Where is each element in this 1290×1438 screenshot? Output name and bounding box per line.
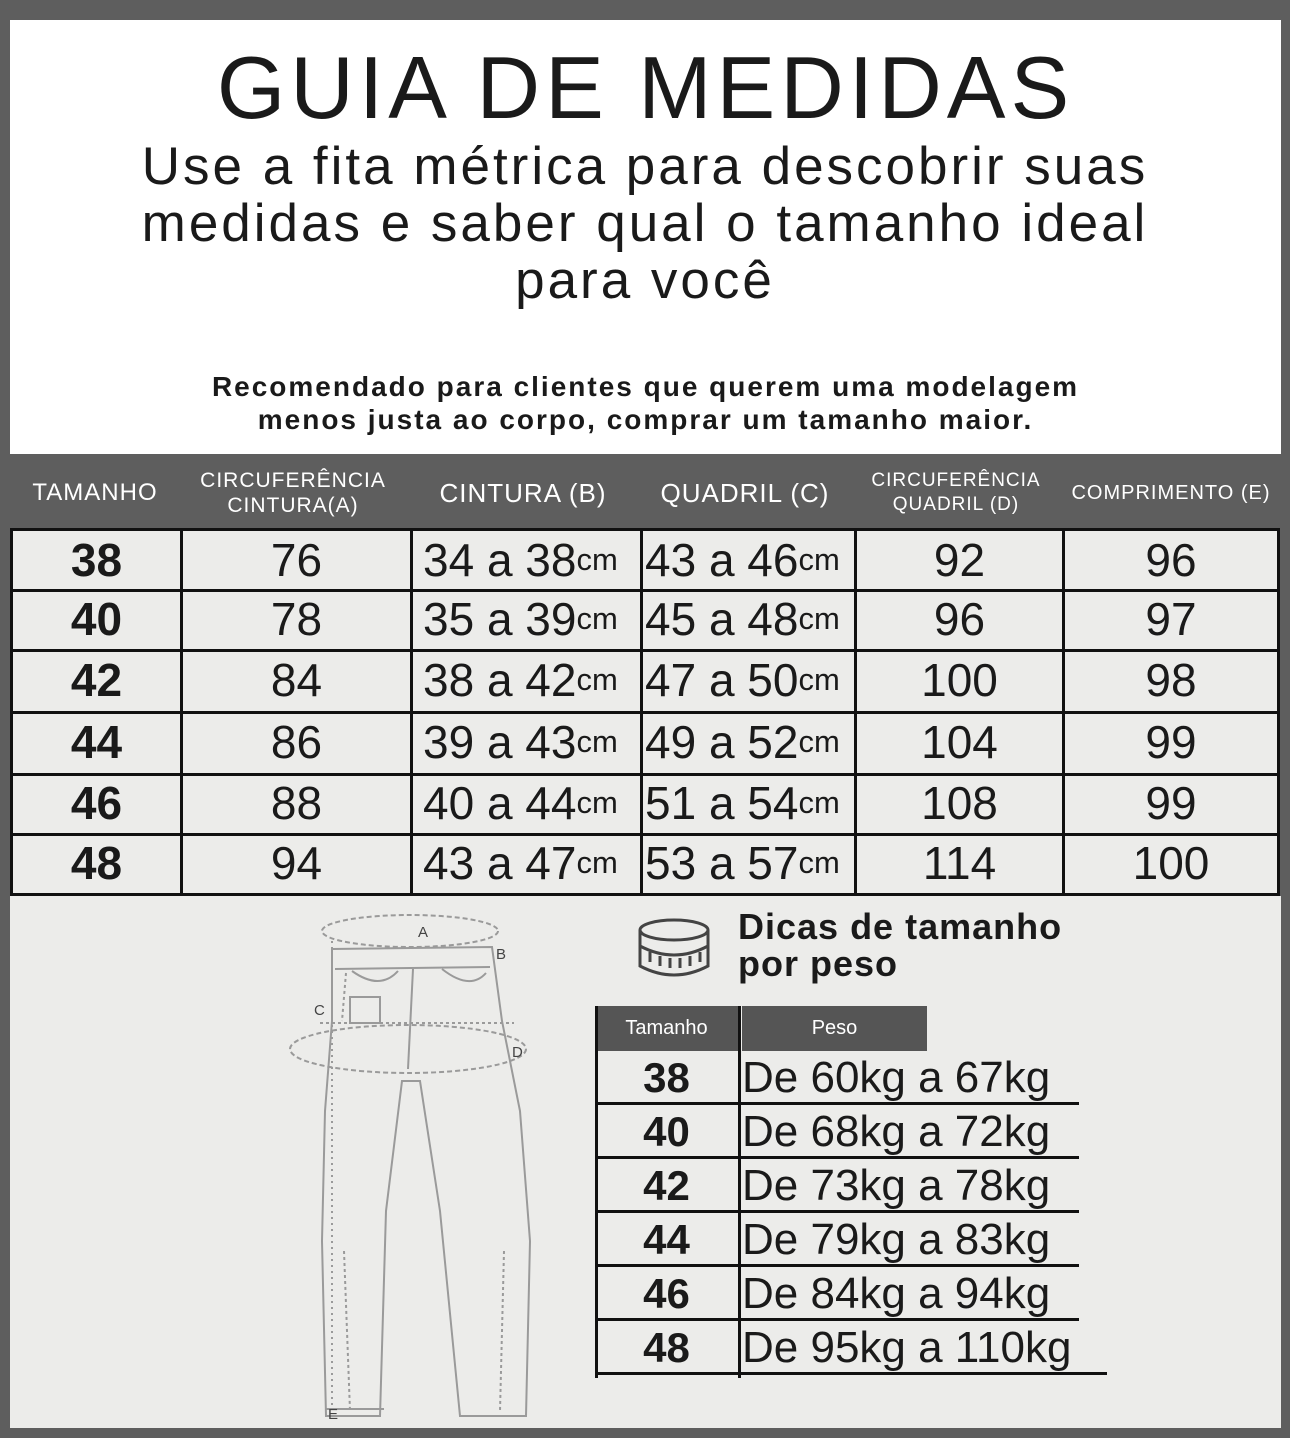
range-value: 47 a 50 (645, 654, 799, 706)
weight-row (595, 1321, 1107, 1375)
cell-size: 38 (70, 534, 123, 586)
unit-label: cm (798, 542, 840, 577)
weight-row (595, 1213, 1107, 1267)
size-table (10, 528, 1280, 896)
range-value: 53 a 57 (645, 837, 799, 889)
cell-circ-quadril: 104 (921, 716, 998, 768)
col-header-tamanho: TAMANHO (32, 479, 158, 506)
weight-row-size: 46 (643, 1270, 690, 1317)
weight-row-size: 40 (643, 1108, 690, 1155)
range-value: 39 a 43 (423, 716, 577, 768)
cell-quadril (643, 589, 854, 649)
range-value: 40 a 44 (423, 777, 577, 829)
cell-cintura (413, 531, 640, 589)
cell-cintura (413, 773, 640, 833)
col-header-circ-cintura: CIRCUFERÊNCIA CINTURA(A) (200, 469, 386, 517)
col-header-comprimento: COMPRIMENTO (E) (1071, 481, 1271, 504)
cell-circ-cintura: 94 (270, 837, 323, 889)
cell-comprimento: 99 (1145, 716, 1197, 768)
cell-size: 42 (70, 654, 123, 706)
weight-row-size: 48 (643, 1324, 690, 1371)
cell-quadril (643, 833, 854, 893)
weight-row-size: 38 (643, 1054, 690, 1101)
cell-quadril (643, 711, 854, 773)
unit-label: cm (798, 724, 840, 759)
page-title: GUIA DE MEDIDAS (216, 38, 1075, 137)
cell-comprimento: 96 (1145, 534, 1197, 586)
measuring-tape-icon (636, 916, 712, 980)
header-panel (10, 20, 1281, 454)
cell-circ-quadril: 114 (922, 837, 997, 889)
cell-size: 40 (70, 593, 123, 645)
cell-circ-cintura: 86 (270, 716, 323, 768)
range-value: 38 a 42 (423, 654, 577, 706)
cell-circ-quadril: 100 (921, 654, 998, 706)
unit-label: cm (576, 542, 618, 577)
row-divider (13, 773, 1277, 776)
cell-size: 48 (70, 837, 123, 889)
row-divider (13, 649, 1277, 652)
diagram-label-c: C (314, 1002, 325, 1019)
cell-circ-quadril: 108 (921, 777, 998, 829)
unit-label: cm (576, 845, 618, 880)
weight-row-range: De 68kg a 72kg (742, 1107, 1051, 1156)
recommendation-note (50, 370, 1241, 436)
col-header-cintura: CINTURA (B) (439, 477, 607, 508)
cell-cintura (413, 649, 640, 711)
unit-label: cm (576, 662, 618, 697)
diagram-label-a: A (418, 924, 429, 941)
unit-label: cm (798, 601, 840, 636)
weight-row (595, 1267, 1107, 1321)
diagram-label-e: E (328, 1406, 339, 1423)
range-value: 34 a 38 (423, 534, 577, 586)
cell-circ-quadril: 96 (933, 593, 986, 645)
recommendation-line-2: menos justa ao corpo, comprar um tamanho maior. (257, 404, 1034, 435)
cell-circ-quadril: 92 (933, 534, 986, 586)
unit-label: cm (576, 601, 618, 636)
weight-row-range: De 73kg a 78kg (742, 1161, 1051, 1210)
cell-cintura (413, 589, 640, 649)
weight-col-divider (738, 1006, 741, 1378)
weight-row (595, 1159, 1107, 1213)
row-divider (13, 589, 1277, 592)
weight-row-range: De 84kg a 94kg (742, 1269, 1051, 1318)
range-value: 35 a 39 (423, 593, 577, 645)
page-subtitle: Use a fita métrica para descobrir suas medidas e saber qual o tamanho ideal para você (141, 137, 1149, 310)
cell-quadril (643, 649, 854, 711)
tips-title: Dicas de tamanho por peso (738, 906, 1063, 984)
weight-row-size: 42 (643, 1162, 690, 1209)
cell-comprimento: 97 (1145, 593, 1197, 645)
row-divider (13, 833, 1277, 836)
weight-row (595, 1051, 1107, 1105)
row-divider (13, 711, 1277, 714)
cell-cintura (413, 711, 640, 773)
unit-label: cm (798, 845, 840, 880)
unit-label: cm (576, 724, 618, 759)
weight-col-header-size: Tamanho (595, 1006, 738, 1051)
range-value: 43 a 46 (645, 534, 799, 586)
cell-quadril (643, 773, 854, 833)
weight-row-range: De 79kg a 83kg (742, 1215, 1051, 1264)
col-header-quadril: QUADRIL (C) (660, 477, 830, 508)
cell-comprimento: 98 (1145, 654, 1197, 706)
unit-label: cm (798, 785, 840, 820)
unit-label: cm (576, 785, 618, 820)
cell-size: 46 (70, 777, 123, 829)
cell-cintura (413, 833, 640, 893)
range-value: 43 a 47 (423, 837, 577, 889)
cell-circ-cintura: 88 (270, 777, 323, 829)
weight-col-header-peso: Peso (742, 1006, 927, 1051)
weight-left-border (595, 1006, 598, 1378)
unit-label: cm (798, 662, 840, 697)
cell-comprimento: 99 (1145, 777, 1197, 829)
cell-circ-cintura: 76 (270, 534, 323, 586)
range-value: 49 a 52 (645, 716, 799, 768)
cell-circ-cintura: 84 (270, 654, 323, 706)
weight-row (595, 1105, 1107, 1159)
cell-quadril (643, 531, 854, 589)
cell-size: 44 (70, 716, 123, 768)
diagram-label-b: B (496, 946, 507, 963)
bottom-panel (10, 896, 1281, 1428)
diagram-label-d: D (512, 1044, 523, 1061)
col-header-circ-quadril: CIRCUFERÊNCIA QUADRIL (D) (871, 470, 1041, 515)
weight-row-size: 44 (643, 1216, 690, 1263)
cell-circ-cintura: 78 (270, 593, 323, 645)
range-value: 51 a 54 (645, 777, 799, 829)
weight-row-range: De 60kg a 67kg (742, 1053, 1051, 1102)
recommendation-line-1: Recomendado para clientes que querem uma modelagem (211, 371, 1080, 402)
jeans-outline-icon (280, 911, 580, 1426)
weight-row-range: De 95kg a 110kg (742, 1323, 1072, 1372)
cell-comprimento: 100 (1132, 837, 1210, 889)
weight-table (595, 1006, 1107, 1378)
weight-row-divider (595, 1372, 1107, 1375)
range-value: 45 a 48 (645, 593, 799, 645)
